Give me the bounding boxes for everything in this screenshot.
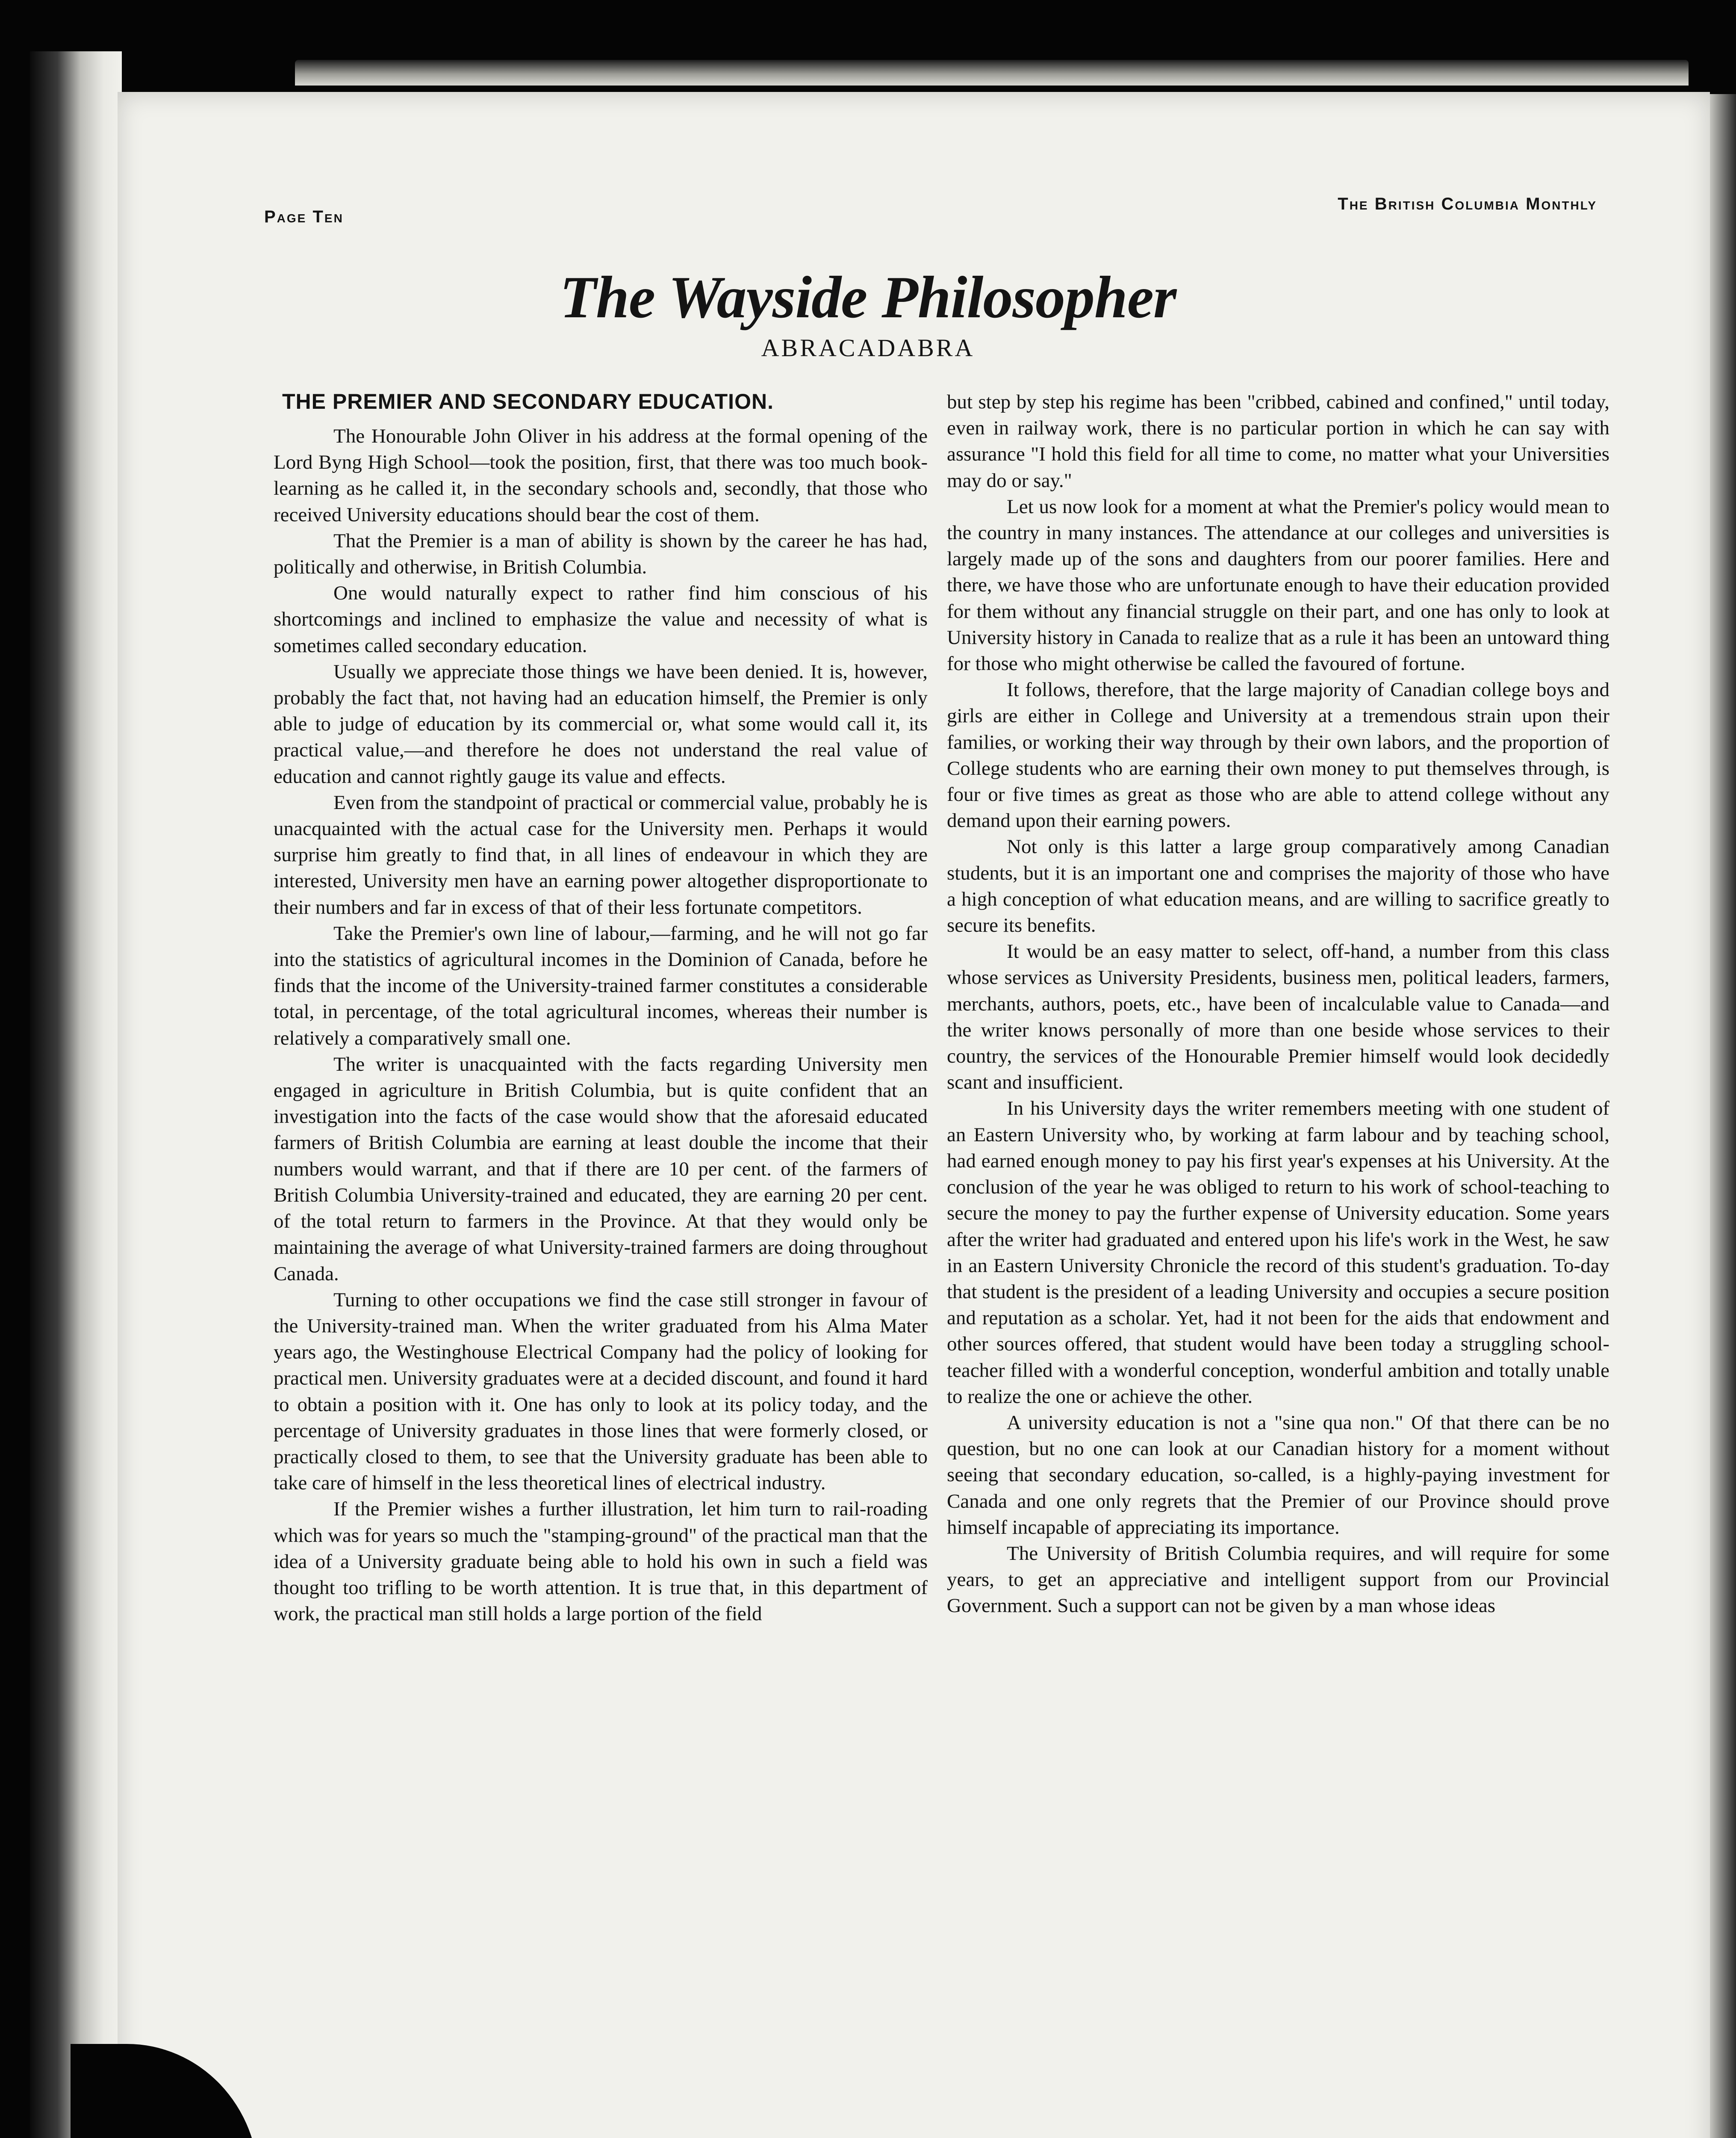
paragraph: The University of British Columbia requires, and will require for some years, to get an appreciative and intelligent support from our Provincial Government. Such a support can not be given by a man whose ideas (947, 1542, 1609, 1617)
paragraph: It would be an easy matter to select, off-hand, a number from this class whose services as University Presidents, business men, political leaders, farmers, merchants, authors, poets, etc., have been of incalculable value to Canada—and the writer knows personally of more than one beside whose services to their country, the services of the Honourable Premier himself would look decidedly scant and insufficient. (947, 940, 1609, 1094)
paragraph: but step by step his regime has been "cribbed, cabined and confined," until today, even in railway work, there is no particular portion in which he can say with assurance "I hold this field for all time to come, no matter what your Universities may do or say." (947, 391, 1609, 492)
paragraph: That the Premier is a man of ability is shown by the career he has had, politically and otherwise, in British Columbia. (274, 529, 928, 579)
right-column (947, 389, 1609, 1619)
paragraph: Usually we appreciate those things we have been denied. It is, however, probably the fact that, not having had an education himself, the Premier is only able to judge of education by its commercial or, what some would call it, its practical value,—and therefore he does not understand the real value of education and cannot rightly gauge its value and effects. (274, 660, 928, 788)
paragraph: A university education is not a "sine qua non." Of that there can be no question, but no one can look at our Canadian history for a moment without seeing that secondary education, so-called, is a highly-paying investment for Canada and one only regrets that the Premier of our Province should prove himself incapable of appreciating its importance. (947, 1411, 1609, 1539)
left-column (274, 389, 928, 1627)
paragraph: The writer is unacquainted with the facts regarding University men engaged in agriculture in British Columbia, but is quite confident that an investigation into the facts of the case would show that the aforesaid educated farmers of British Columbia are earning at least double the income that their numbers would warrant, and that if there are 10 per cent. of the farmers of British Columbia University-trained and educated, they are earning 20 per cent. of the total return to farmers in the Province. At that they would only be maintaining the average of what University-trained farmers are doing throughout Canada. (274, 1053, 928, 1285)
paragraph: If the Premier wishes a further illustration, let him turn to rail-roading which was for years so much the "stamping-ground" of the practical man that the idea of a University graduate being able to hold his own in such a field was thought too trifling to be worth attention. It is true that, in this department of work, the practical man still holds a large portion of the field (274, 1498, 928, 1625)
page-binding-shadow (30, 51, 122, 2138)
paragraph: The Honourable John Oliver in his address at the formal opening of the Lord Byng High School—took the position, first, that there was too much book-learning as he called it, in the secondary schools and, secondly, that those who received University educations should bear the cost of them. (274, 425, 928, 526)
page-top-edge (295, 60, 1689, 86)
page-right-edge (1708, 94, 1736, 2138)
publication-title-header: The British Columbia Monthly (1338, 195, 1597, 213)
paragraph: Turning to other occupations we find the case still stronger in favour of the University-trained man. When the writer graduated from his Alma Mater years ago, the Westinghouse Electrical Company had the policy of looking for practical men. University graduates were at a decided discount, and found it hard to obtain a position with it. One has only to look at its policy today, and the percentage of University graduates in those lines that were formerly closed, or practically closed to them, to see that the University graduate has been able to take care of himself in the less theoretical lines of electrical industry. (274, 1288, 928, 1494)
page-number-header: Page Ten (264, 207, 344, 226)
paragraph: It follows, therefore, that the large majority of Canadian college boys and girls are either in College and University at a tremendous strain upon their families, or working their way through by their own labors, and the proportion of College students who are earning their own money to put themselves through, is four or five times as great as those who are able to attend college without any demand upon their earning powers. (947, 679, 1609, 832)
paragraph: Not only is this latter a large group comparatively among Canadian students, but it is an important one and comprises the majority of those who have a high conception of what education means, and are willing to sacrifice greatly to secure its benefits. (947, 836, 1609, 937)
paragraph: Even from the standpoint of practical or commercial value, probably he is unacquainted with the actual case for the University men. Perhaps it would surprise him greatly to find that, in all lines of endeavour in which they are interested, University men have an earning power altogether disproportionate to their numbers and far in excess of that of their less fortunate competitors. (274, 791, 928, 918)
paragraph: One would naturally expect to rather find him conscious of his shortcomings and inclined to emphasize the value and necessity of what is sometimes called secondary education. (274, 582, 928, 657)
section-heading: THE PREMIER AND SECONDARY EDUCATION. (282, 390, 774, 413)
paragraph: In his University days the writer remembers meeting with one student of an Eastern University who, by working at farm labour and by teaching school, had earned enough money to pay his first year's expenses at his University. At the conclusion of the year he was obliged to return to his work of school-teaching to secure the money to pay the further expense of University education. Some years after the writer had graduated and entered upon his life's work in the West, he saw in an Eastern University Chronicle the record of this student's graduation. To-day that student is the president of a leading University and occupies a secure position and reputation as a scholar. Yet, had it not been for the aids that endowment and other sources offered, that student would have been today a struggling school-teacher filled with a wonderful conception, wonderful ambition and totally unable to realize the one or achieve the other. (947, 1097, 1609, 1408)
paragraph: Let us now look for a moment at what the Premier's policy would mean to the country in many instances. The attendance at our colleges and universities is largely made up of the sons and daughters from our poorer families. Here and there, we have those who are unfortunate enough to have their education provided for them without any financial struggle on their part, and one has only to look at University history in Canada to realize that as a rule it has been an untoward thing for those who might otherwise be called the favoured of fortune. (947, 495, 1609, 675)
article-byline: ABRACADABRA (761, 334, 975, 362)
article-title: The Wayside Philosopher (560, 264, 1176, 331)
paragraph: Take the Premier's own line of labour,—farming, and he will not go far into the statistics of agricultural incomes in the Dominion of Canada, before he finds that the income of the University-trained farmer constitutes a considerable total, in percentage, of the total agricultural incomes, whereas their number is relatively a comparatively small one. (274, 922, 928, 1049)
